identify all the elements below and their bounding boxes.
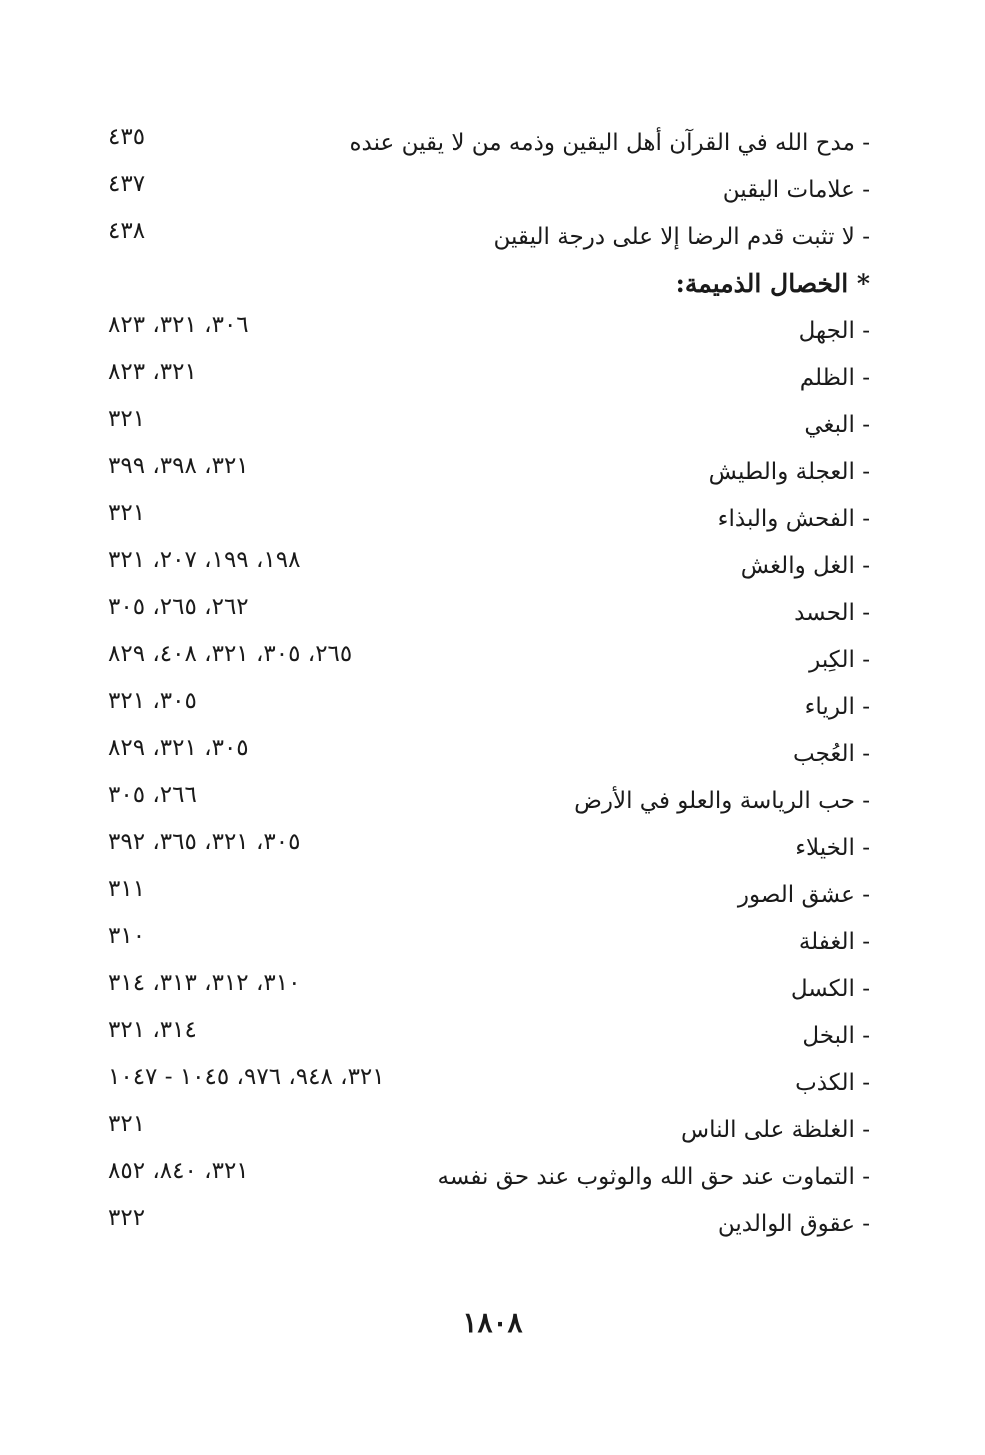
page-number: ١٨٠٨	[462, 1306, 523, 1339]
entry-pages: ٣٠٥، ٣٢١، ٨٢٩	[108, 735, 249, 761]
index-entry	[100, 923, 870, 970]
entry-pages: ٣١٤، ٣٢١	[108, 1017, 197, 1043]
entry-pages: ٣١٠، ٣١٢، ٣١٣، ٣١٤	[108, 970, 301, 996]
index-entry	[100, 453, 870, 500]
index-entry	[100, 500, 870, 547]
index-entry	[100, 876, 870, 923]
entry-pages: ٤٣٥	[108, 124, 146, 150]
entry-title: - الغلظة على الناس	[681, 1117, 870, 1143]
entry-title: - حب الرياسة والعلو في الأرض	[574, 788, 870, 814]
entry-title: - الكِبر	[809, 647, 870, 673]
entry-pages: ٣٢١	[108, 1111, 146, 1137]
entry-pages: ٤٣٧	[108, 171, 146, 197]
index-entry	[100, 359, 870, 406]
index-entry	[100, 1111, 870, 1158]
index-entry	[100, 1017, 870, 1064]
entry-title: - الغل والغش	[740, 553, 870, 579]
entry-title: - علامات اليقين	[722, 177, 870, 203]
entry-title: - البغي	[804, 412, 870, 438]
index-entry	[100, 547, 870, 594]
entry-pages: ١٩٨، ١٩٩، ٢٠٧، ٣٢١	[108, 547, 301, 573]
entry-title: - الفحش والبذاء	[717, 506, 870, 532]
entry-pages: ٢٦٥، ٣٠٥، ٣٢١، ٤٠٨، ٨٢٩	[108, 641, 353, 667]
entry-pages: ٣١٠	[108, 923, 146, 949]
index-entry	[100, 970, 870, 1017]
entry-title: - الرياء	[804, 694, 870, 720]
index-entry	[100, 829, 870, 876]
index-entry	[100, 641, 870, 688]
entry-title: - الغفلة	[798, 929, 870, 955]
index-entry	[100, 688, 870, 735]
entry-pages: ٣١١	[108, 876, 146, 902]
entry-pages: ٣٢١	[108, 406, 146, 432]
section-heading-title: * الخصال الذميمة:	[675, 269, 870, 298]
entry-title: - الظلم	[799, 365, 870, 391]
entry-pages: ٣٢١، ٨٢٣	[108, 359, 197, 385]
index-entry	[100, 782, 870, 829]
entry-pages: ٣٢١	[108, 500, 146, 526]
index-entry	[100, 124, 870, 171]
entry-title: - البخل	[802, 1023, 870, 1049]
entry-title: - الجهل	[798, 318, 870, 344]
entry-pages: ٣٢٢	[108, 1205, 146, 1231]
entry-title: - الكذب	[795, 1070, 870, 1096]
entry-title: - مدح الله في القرآن أهل اليقين وذمه من لا يقين عنده	[349, 130, 870, 156]
index-entry	[100, 1158, 870, 1205]
index-entry	[100, 1205, 870, 1252]
entry-title: - العجلة والطيش	[708, 459, 870, 485]
entry-title: - عقوق الوالدين	[717, 1211, 870, 1237]
index-entry	[100, 218, 870, 265]
entry-title: - الحسد	[794, 600, 870, 626]
entry-pages: ٣٢١، ٩٤٨، ٩٧٦، ١٠٤٥ - ١٠٤٧	[108, 1064, 385, 1090]
entry-title: - الكسل	[790, 976, 870, 1002]
entry-pages: ٣٠٥، ٣٢١	[108, 688, 197, 714]
index-entry	[100, 171, 870, 218]
entry-pages: ٢٦٢، ٢٦٥، ٣٠٥	[108, 594, 249, 620]
entry-title: - التماوت عند حق الله والوثوب عند حق نفسه	[437, 1164, 870, 1190]
entry-pages: ٣٠٥، ٣٢١، ٣٦٥، ٣٩٢	[108, 829, 301, 855]
entry-title: - الخيلاء	[795, 835, 870, 861]
entry-pages: ٤٣٨	[108, 218, 146, 244]
index-entry	[100, 406, 870, 453]
index-entry	[100, 1064, 870, 1111]
entry-pages: ٢٦٦، ٣٠٥	[108, 782, 197, 808]
entry-title: - لا تثبت قدم الرضا إلا على درجة اليقين	[493, 224, 870, 250]
index-entries	[100, 124, 870, 1252]
entry-title: - عشق الصور	[737, 882, 870, 908]
index-entry	[100, 312, 870, 359]
entry-pages: ٣٠٦، ٣٢١، ٨٢٣	[108, 312, 249, 338]
index-entry	[100, 735, 870, 782]
section-heading	[100, 265, 870, 312]
index-entry	[100, 594, 870, 641]
entry-title: - العُجب	[792, 741, 870, 767]
entry-pages: ٣٢١، ٣٩٨، ٣٩٩	[108, 453, 249, 479]
entry-pages: ٣٢١، ٨٤٠، ٨٥٢	[108, 1158, 249, 1184]
